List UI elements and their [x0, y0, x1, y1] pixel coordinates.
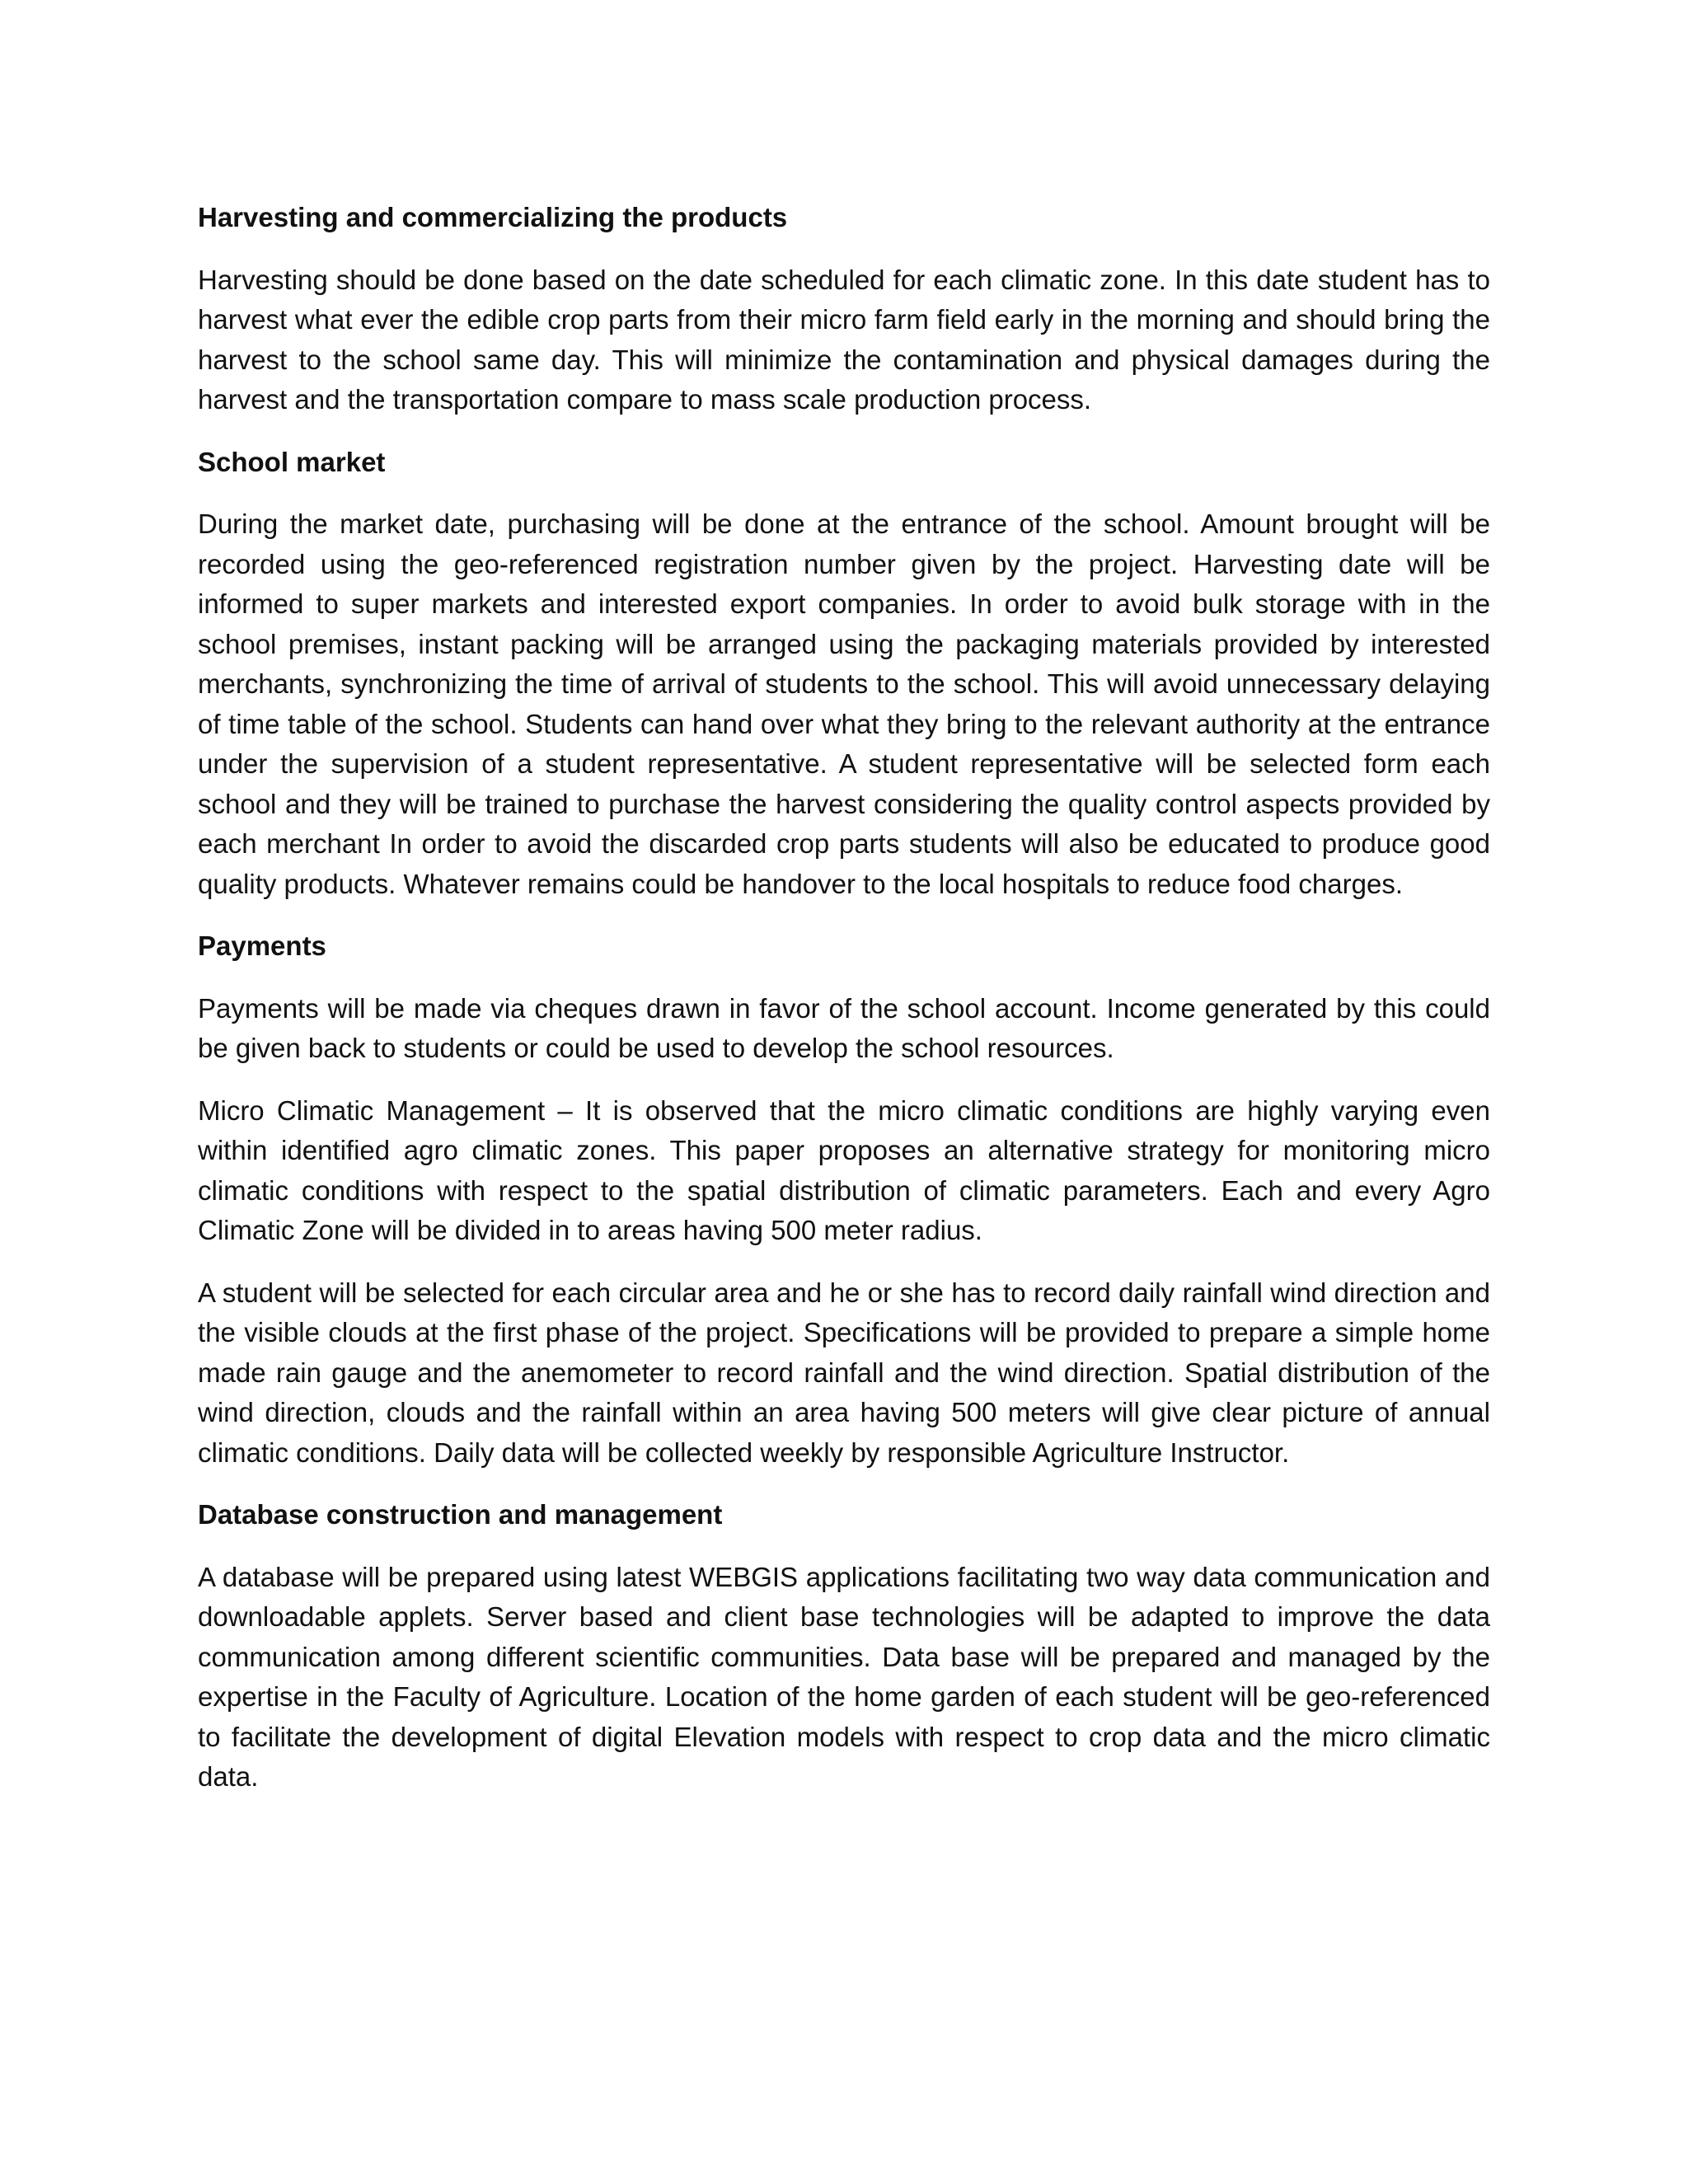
document-page — [198, 198, 1490, 1820]
paragraph-database: A database will be prepared using latest WEBGIS applications facilitating two way data communication and downloadable applets. Server based and client base technologies will be adapted to improve the data communication among different scientific communities. Data base will be prepared and managed by the expertise in the Faculty of Agriculture. Location of the home garden of each student will be geo-referenced to facilitate the development of digital Elevation models with respect to crop data and the micro climatic data. — [198, 1561, 1490, 1792]
paragraph-school-market: During the market date, purchasing will be done at the entrance of the school. Amount brought will be recorded using the geo-referenced registration number given by the project. Harvesting date will be informed to super markets and interested export companies. In order to avoid bulk storage with in the school premises, instant packing will be arranged using the packaging materials provided by interested merchants, synchronizing the time of arrival of students to the school. This will avoid unnecessary delaying of time table of the school. Students can hand over what they bring to the relevant authority at the entrance under the supervision of a student representative. A student representative will be selected form each school and they will be trained to purchase the harvest considering the quality control aspects provided by each merchant In order to avoid the discarded crop parts students will also be educated to produce good quality products. Whatever remains could be handover to the local hospitals to reduce food charges. — [198, 509, 1490, 899]
paragraph-harvesting: Harvesting should be done based on the date scheduled for each climatic zone. In this date student has to harvest what ever the edible crop parts from their micro farm field early in the morning and should bring the harvest to the school same day. This will minimize the contamination and physical damages during the harvest and the transportation compare to mass scale production process. — [198, 264, 1490, 415]
section-heading-payments: Payments — [198, 930, 326, 961]
paragraph-micro-climatic-management: Micro Climatic Management – It is observed that the micro climatic conditions are highly varying even within identified agro climatic zones. This paper proposes an alternative strategy for monitoring micro climatic conditions with respect to the spatial distribution of climatic parameters. Each and every Agro Climatic Zone will be divided in to areas having 500 meter radius. — [198, 1094, 1490, 1245]
paragraph-student-records: A student will be selected for each circular area and he or she has to record daily rainfall wind direction and the visible clouds at the first phase of the project. Specifications will be provided to prepare a simple home made rain gauge and the anemometer to record rainfall and the wind direction. Spatial distribution of the wind direction, clouds and the rainfall within an area having 500 meters will give clear picture of annual climatic conditions. Daily data will be collected weekly by responsible Agriculture Instructor. — [198, 1277, 1490, 1468]
section-heading-school-market: School market — [198, 446, 386, 477]
section-heading-database: Database construction and management — [198, 1499, 723, 1530]
paragraph-payments: Payments will be made via cheques drawn in favor of the school account. Income generated by this could be given back to students or could be used to develop the school resources. — [198, 992, 1490, 1063]
section-heading-harvesting: Harvesting and commercializing the products — [198, 202, 788, 232]
